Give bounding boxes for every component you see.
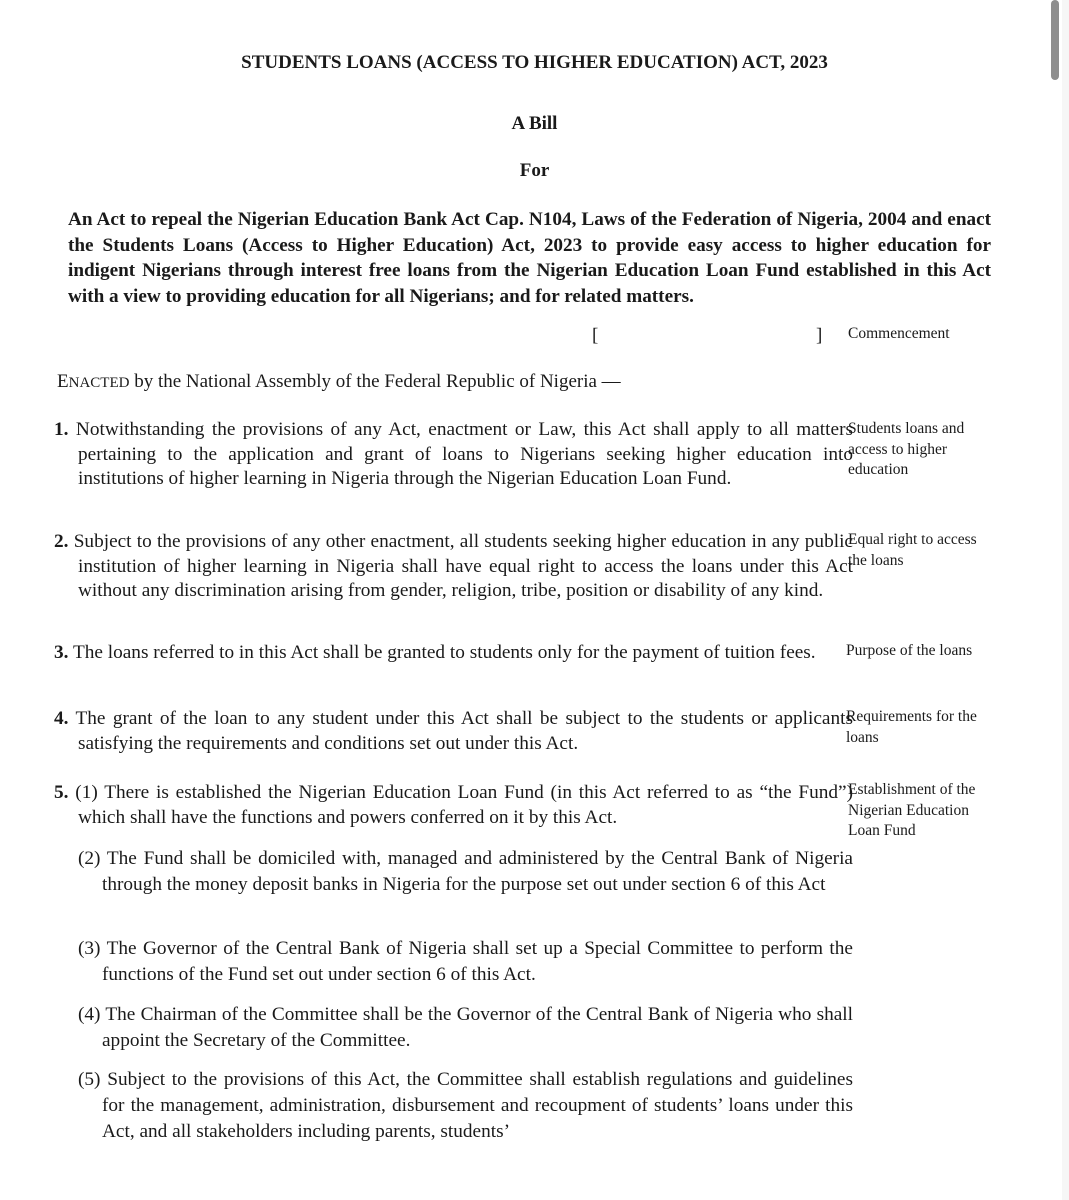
commencement-close-bracket: ] [816, 325, 823, 346]
section-text: The loans referred to in this Act shall be granted to students only for the payment of tuition fees. [72, 642, 816, 663]
for-heading: For [519, 160, 550, 181]
subsection-5-2: (2) The Fund shall be domiciled with, managed and administered by the Central Bank of Nigeria through the money deposit banks in Nigeria for the purpose set out under section 6 of this Act [78, 848, 853, 895]
section-number: 3. [54, 642, 69, 663]
marginal-note-commencement: Commencement [848, 325, 950, 342]
section-text: (1) There is established the Nigerian Education Loan Fund (in this Act referred to as “the Fund”) which shall have the functions and powers conferred on it by this Act. [75, 782, 853, 828]
section-number: 5. [54, 782, 69, 803]
enacting-clause [57, 371, 621, 393]
marginal-note-section-5: Establishment of the Nigerian Education Loan Fund [848, 781, 976, 839]
marginal-note-section-2: Equal right to access the loans [848, 531, 977, 569]
section-number: 1. [54, 419, 69, 440]
section-1 [54, 418, 853, 492]
long-title: An Act to repeal the Nigerian Education Bank Act Cap. N104, Laws of the Federation of Nigeria, 2004 and enact the Students Loans (Access to Higher Education) Act, 2023 to provide easy access to higher education for indigent Nigerians through interest free loans from the Nigerian Education Loan Fund established in this Act with a view to providing education for all Nigerians; and for related matters. [68, 209, 991, 307]
commencement-open-bracket: [ [592, 325, 599, 346]
marginal-note-section-3: Purpose of the loans [846, 642, 973, 659]
enacted-rest: by the National Assembly of the Federal Republic of Nigeria — [129, 371, 621, 392]
enacted-lead-capital: E [57, 371, 69, 392]
section-text: The grant of the loan to any student under this Act shall be subject to the students or applicants satisfying the requirements and conditions set out under this Act. [75, 708, 853, 754]
section-5 [54, 781, 853, 830]
subsection-5-4: (4) The Chairman of the Committee shall be the Governor of the Central Bank of Nigeria who shall appoint the Secretary of the Committee. [78, 1004, 853, 1051]
section-4 [54, 707, 853, 756]
enacted-smallcaps: NACTED [68, 375, 130, 391]
marginal-note-section-1: Students loans and access to higher education [848, 420, 965, 478]
section-2 [54, 530, 853, 604]
section-3 [54, 641, 853, 666]
subsection-5-5: (5) Subject to the provisions of this Act, the Committee shall establish regulations and guidelines for the management, administration, disbursement and recoupment of students’ loans under this Act, and all stakeholders including parents, students’ [78, 1069, 853, 1142]
subsection-5-3: (3) The Governor of the Central Bank of Nigeria shall set up a Special Committee to perform the functions of the Fund set out under section 6 of this Act. [78, 938, 853, 985]
section-text: Subject to the provisions of any other enactment, all students seeking higher education in any public institution of higher learning in Nigeria shall have equal right to access the loans under this Act without any discrimination arising from gender, religion, tribe, position or disability of any kind. [73, 531, 853, 601]
document-title: STUDENTS LOANS (ACCESS TO HIGHER EDUCATION) ACT, 2023 [241, 52, 828, 73]
bill-heading: A Bill [511, 113, 558, 134]
marginal-note-section-4: Requirements for the loans [846, 708, 977, 746]
section-number: 2. [54, 531, 69, 552]
section-number: 4. [54, 708, 69, 729]
section-text: Notwithstanding the provisions of any Act, enactment or Law, this Act shall apply to all matters pertaining to the application and grant of loans to Nigerians seeking higher education into institutions of higher learning in Nigeria through the Nigerian Education Loan Fund. [75, 419, 853, 489]
